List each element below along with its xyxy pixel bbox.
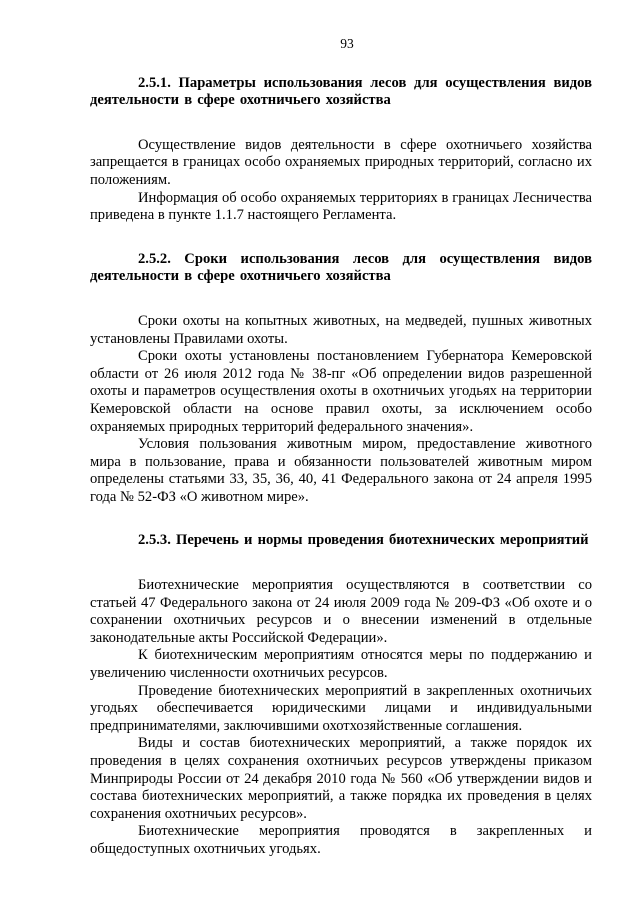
paragraph: Проведение биотехнических мероприятий в закрепленных охотничьих угодьях обеспечивается юридическими лицами и индивидуальными предпринимателями, заключившими охотхозяйственные соглашения. bbox=[90, 682, 592, 734]
page-number: 93 bbox=[340, 36, 354, 51]
section-2-5-2 bbox=[90, 251, 592, 507]
paragraph: Виды и состав биотехнических мероприятий, а также порядок их проведения в целях сохранения охотничьих ресурсов утверждены приказом Минприроды России от 24 декабря 2010 года № 560 «Об утверждении видов и состава биотехнических мероприятий, а также порядка их проведения в целях сохранения охотничьих ресурсов». bbox=[90, 735, 592, 822]
paragraph: Биотехнические мероприятия проводятся в закрепленных и общедоступных охотничьих угодьях. bbox=[90, 823, 592, 857]
paragraph: Осуществление видов деятельности в сфере охотничьего хозяйства запрещается в границах особо охраняемых природных территорий, согласно их положениям. bbox=[90, 136, 592, 188]
paragraph: Сроки охоты установлены постановлением Губернатора Кемеровской области от 26 июля 2012 года № 38-пг «Об определении видов разрешенной охоты и параметров осуществления охоты в охотничьих угодьях на территории Кемеровской области на основе правил охоты, за исключением особо охраняемых природных территорий федерального значения». bbox=[90, 348, 592, 435]
section-2-5-1 bbox=[90, 75, 592, 225]
section-2-5-3 bbox=[90, 532, 592, 858]
paragraph: Условия пользования животным миром, предоставление животного мира в пользование, права и обязанности пользователей животным миром определены статьями 33, 35, 36, 40, 41 Федерального закона от 24 апреля 1995 года № 52-ФЗ «О животном мире». bbox=[90, 436, 592, 505]
section-heading: 2.5.2. Сроки использования лесов для осуществления видов деятельности в сфере охотничьего хозяйства bbox=[90, 250, 592, 285]
section-heading: 2.5.3. Перечень и нормы проведения биотехнических мероприятий bbox=[138, 532, 589, 549]
paragraph: К биотехническим мероприятиям относятся меры по поддержанию и увеличению численности охотничьих ресурсов. bbox=[90, 647, 592, 682]
paragraph: Биотехнические мероприятия осуществляются в соответствии со статьей 47 Федерального закона от 24 июля 2009 года № 209-ФЗ «Об охоте и о сохранении охотничьих ресурсов и о внесении изменений в отдельные законодательные акты Российской Федерации». bbox=[90, 577, 592, 646]
paragraph: Сроки охоты на копытных животных, на медведей, пушных животных установлены Правилами охоты. bbox=[90, 312, 592, 347]
paragraph: Информация об особо охраняемых территориях в границах Лесничества приведена в пункте 1.1.7 настоящего Регламента. bbox=[90, 189, 592, 224]
section-heading: 2.5.1. Параметры использования лесов для осуществления видов деятельности в сфере охотничьего хозяйства bbox=[90, 74, 592, 109]
